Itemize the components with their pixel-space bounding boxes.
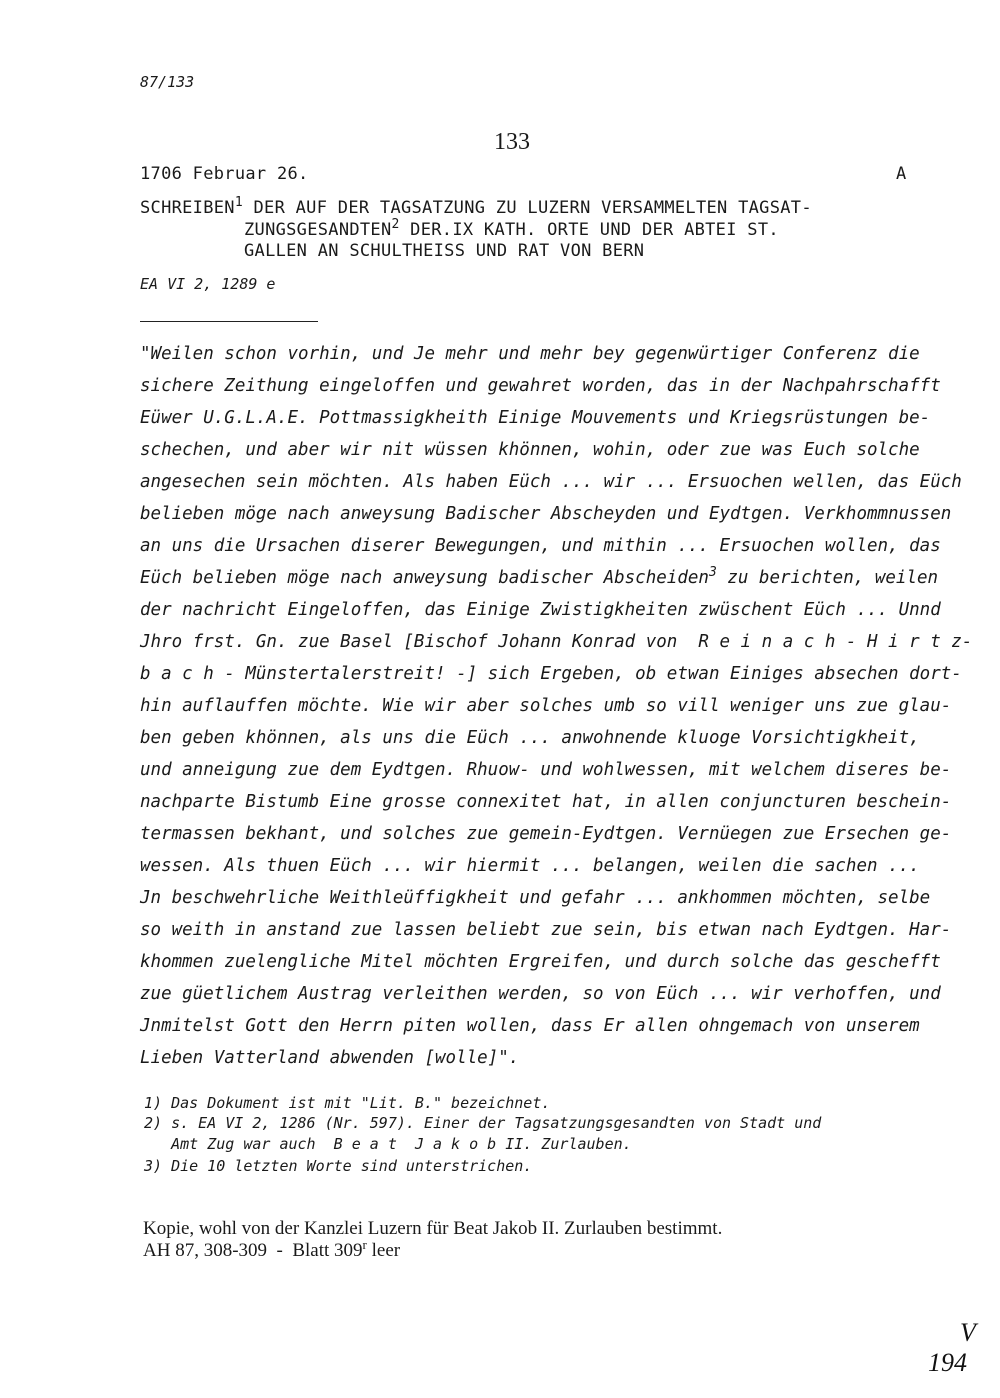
body-line: sichere Zeithung eingeloffen und gewahret worden, das in der Nachpahrschafft [140,376,941,396]
body-line: Jnmitelst Gott den Herrn piten wollen, dass Er allen ohngemach von unserem [140,1016,920,1036]
body-line: belieben möge nach anweysung Badischer Abscheyden und Eydtgen. Verkhommnussen [140,504,952,524]
archive-reference: 87/133 [140,73,195,91]
body-line: schechen, und aber wir nit wüssen khönnen, wohin, oder zue was Euch solche [140,440,920,460]
body-line: Jhro frst. Gn. zue Basel [Bischof Johann Konrad von R e i n a c h - H i r t z- [140,632,973,652]
body-text: zu berichten, weilen [716,568,939,588]
footnote-2: 2) s. EA VI 2, 1286 (Nr. 597). Einer der Tagsatzungsgesandten von Stadt und [144,1114,822,1132]
separator-rule [140,321,318,322]
body-line: angesechen sein möchten. Als haben Eüch ... wir ... Ersuochen wellen, das Eüch [140,472,962,492]
body-line: und anneigung zue dem Eydtgen. Rhuow- und wohlwessen, mit welchem diseres be- [140,760,952,780]
letter-mark: A [896,164,907,184]
body-line: "Weilen schon vorhin, und Je mehr und mehr bey gegenwürtiger Conferenz die [140,344,920,364]
body-line: b a c h - Münstertalerstreit! -] sich Ergeben, ob etwan Einiges absechen dort- [140,664,962,684]
body-line: termassen bekhant, und solches zue gemein-Eydtgen. Vernüegen zue Ersechen ge- [140,824,952,844]
title-line-3: GALLEN AN SCHULTHEISS UND RAT VON BERN [244,241,645,261]
footnote-ref-3: 3 [708,565,717,580]
footnote-3: 3) Die 10 letzten Worte sind unterstrichen. [144,1157,533,1175]
title-text: DER.IX KATH. ORTE UND DER ABTEI ST. [399,220,779,240]
body-line: an uns die Ursachen diserer Bewegungen, und mithin ... Ersuochen wollen, das [140,536,941,556]
copy-note-text: AH 87, 308-309 - Blatt 309 [143,1240,363,1261]
body-line: Jn beschwehrliche Weithleüffigkheit und gefahr ... ankhommen möchten, selbe [140,888,931,908]
body-line: wessen. Als thuen Eüch ... wir hiermit ... belangen, weilen die sachen ... [140,856,920,876]
body-line: zue güetlichem Austrag verleithen werden, so von Eüch ... wir verhoffen, und [140,984,941,1004]
superscript-r: r [362,1237,367,1252]
title-word: ZUNGSGESANDTEN [244,220,392,240]
ea-reference: EA VI 2, 1289 e [140,275,276,293]
copy-note-line-1: Kopie, wohl von der Kanzlei Luzern für Beat Jakob II. Zurlauben bestimmt. [143,1218,723,1239]
page-number: 133 [494,129,530,155]
title-word: SCHREIBEN [140,198,235,218]
body-text: Eüch belieben möge nach anweysung badischer Abscheiden [140,568,709,588]
body-line-with-footnote [140,565,939,588]
body-line: ben geben khönnen, als uns die Eüch ... anwohnende kluoge Vorsichtigkheit, [140,728,920,748]
body-line: der nachricht Eingeloffen, das Einige Zwistigkheiten zwüschent Eüch ... Unnd [140,600,941,620]
copy-note-line-2 [143,1237,401,1262]
copy-note-text: leer [366,1240,401,1261]
handwritten-number: 194 [928,1348,967,1377]
footnote-ref-1: 1 [234,195,243,210]
footnote-ref-2: 2 [391,217,400,232]
title-line-1 [140,195,812,218]
document-date: 1706 Februar 26. [140,164,309,184]
footnote-2-cont: Amt Zug war auch B e a t J a k o b II. Zurlauben. [144,1135,632,1153]
body-line: khommen zuelengliche Mitel möchten Ergreifen, und durch solche das geschefft [140,952,941,972]
body-line: so weith in anstand zue lassen beliebt zue sein, bis etwan nach Eydtgen. Har- [140,920,952,940]
title-text: DER AUF DER TAGSATZUNG ZU LUZERN VERSAMMELTEN TAGSAT- [242,198,812,218]
body-line: Lieben Vatterland abwenden [wolle]". [140,1048,520,1068]
body-line: nachparte Bistumb Eine grosse connexitet hat, in allen conjuncturen beschein- [140,792,952,812]
title-line-2 [244,217,779,240]
handwritten-mark: V [960,1318,976,1347]
body-line: Eüwer U.G.L.A.E. Pottmassigkheith Einige Mouvements und Kriegsrüstungen be- [140,408,931,428]
footnote-1: 1) Das Dokument ist mit "Lit. B." bezeichnet. [144,1094,551,1112]
body-line: hin auflauffen möchte. Wie wir aber solches umb so vill weniger uns zue glau- [140,696,952,716]
